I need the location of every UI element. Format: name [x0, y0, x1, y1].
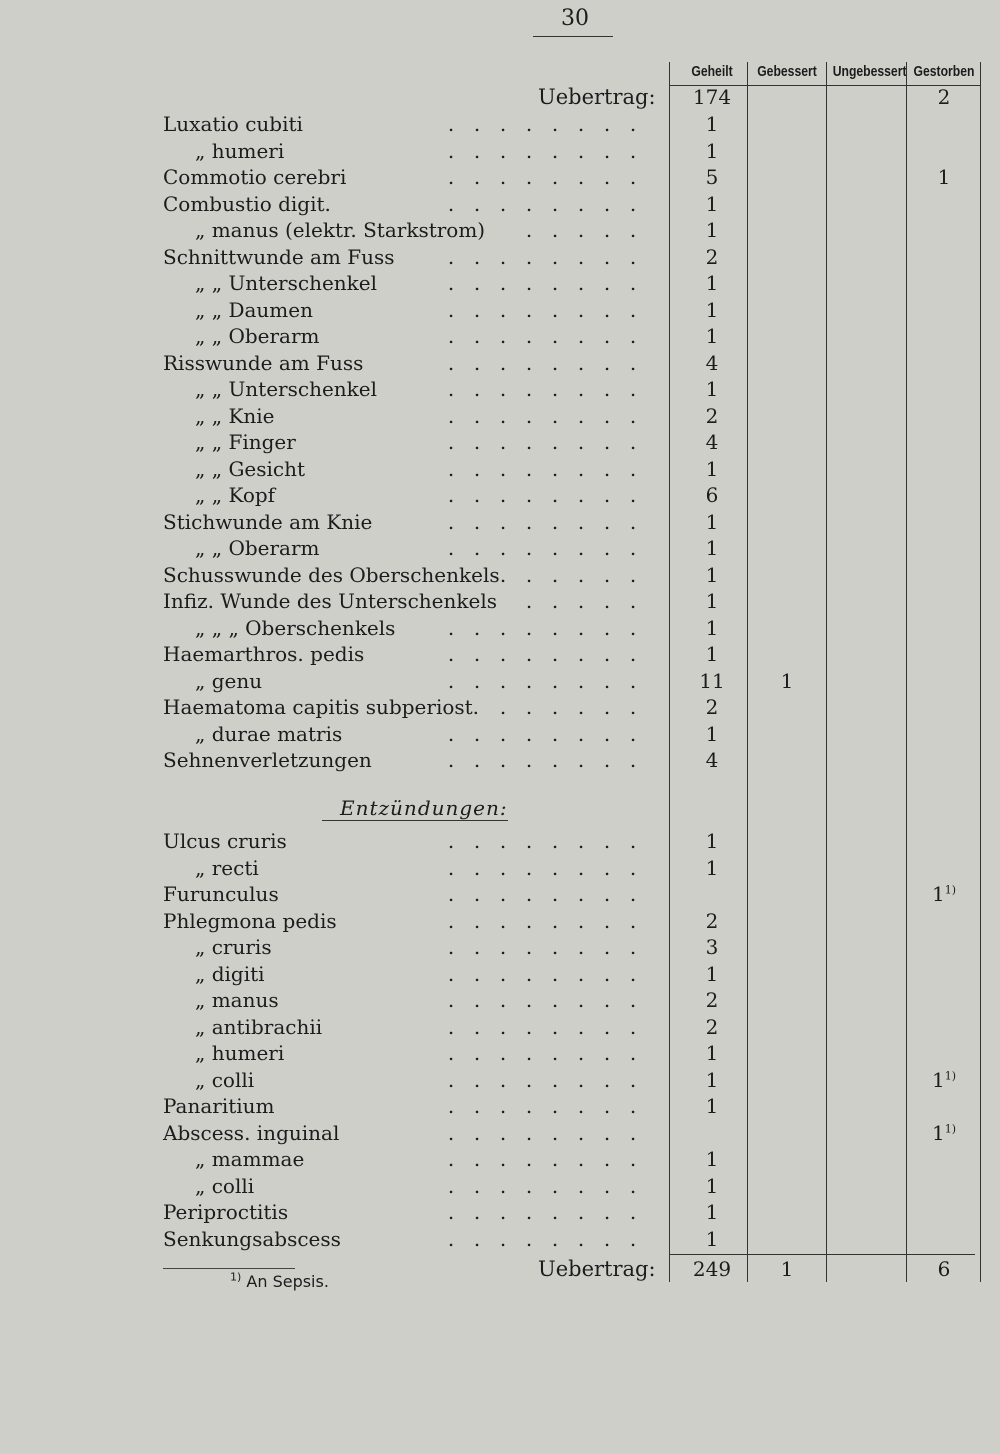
cell-geheilt — [670, 535, 754, 561]
row-label: Luxatio cubiti — [163, 112, 303, 136]
cell-geheilt — [670, 270, 754, 296]
cell-value: 1 — [705, 1200, 719, 1224]
uebertrag-top-gestorben: 2 — [937, 85, 951, 109]
cell-geheilt — [670, 1146, 754, 1172]
cell-geheilt — [670, 562, 754, 588]
cell-geheilt — [670, 456, 754, 482]
cell-value: 1 — [705, 855, 719, 880]
cell-value: 1 — [705, 1147, 719, 1171]
table-row — [0, 747, 1000, 773]
cell-value: 1 — [931, 882, 945, 906]
row-label: Stichwunde am Knie — [163, 509, 373, 534]
row-label: „ „ Gesicht — [195, 456, 306, 481]
cell-value: 1 — [705, 961, 719, 986]
table-row — [0, 615, 1000, 641]
cell-geheilt — [670, 244, 754, 270]
leader-dots: . . . . . . . . — [447, 1173, 637, 1198]
cell-value: 1 — [705, 297, 719, 322]
page-number: 30 — [561, 6, 589, 31]
cell-geheilt — [670, 934, 754, 960]
table-row — [0, 111, 1000, 137]
cell-geheilt — [670, 429, 754, 455]
table-row — [0, 270, 1000, 296]
leader-dots: . . . . . . . . — [447, 271, 637, 295]
leader-dots: . . . . . . . . — [447, 509, 637, 534]
row-label: „ humeri — [195, 1041, 285, 1065]
row-label: Periproctitis — [163, 1200, 289, 1224]
cell-geheilt — [670, 668, 754, 694]
leader-dots: . . . . . . . . — [447, 935, 637, 959]
cell-value: 2 — [705, 988, 719, 1012]
table-row — [0, 138, 1000, 164]
row-label: „ cruris — [195, 935, 272, 959]
footnote-ref: 1) — [944, 1121, 957, 1135]
table-row — [0, 1040, 1000, 1066]
table-row — [0, 1120, 1000, 1146]
leader-dots: . . . . . . . . — [447, 191, 637, 216]
cell-value: 4 — [705, 748, 719, 772]
cell-geheilt — [670, 855, 754, 881]
row-label: Haemarthros. pedis — [163, 642, 365, 666]
cell-value: 4 — [705, 430, 719, 454]
table-row — [0, 191, 1000, 217]
cell-value: 1 — [705, 191, 719, 216]
row-label: Commotio cerebri — [163, 165, 347, 189]
row-label: Combustio digit. — [163, 191, 331, 216]
leader-dots: . . . . . . . . — [447, 324, 637, 348]
cell-gestorben — [906, 164, 982, 190]
table-row — [0, 535, 1000, 561]
table-row — [0, 987, 1000, 1013]
row-label: „ „ Kopf — [195, 483, 276, 507]
row-label: Infiz. Wunde des Unterschenkels — [163, 589, 497, 613]
leader-dots: . . . . . . . . — [447, 165, 637, 189]
leader-dots: . . . . . . — [499, 562, 637, 587]
cell-value: 1 — [705, 324, 719, 348]
cell-value: 1 — [705, 377, 719, 401]
cell-value: 1 — [705, 829, 719, 853]
leader-dots: . . . . . . . . — [447, 961, 637, 986]
row-label: „ „ „ Oberschenkels — [195, 615, 396, 640]
cell-value: 11 — [699, 668, 725, 693]
leader-dots: . . . . . . . . — [447, 483, 637, 507]
table-row — [0, 509, 1000, 535]
leader-dots: . . . . . . . . — [447, 882, 637, 906]
table-row — [0, 429, 1000, 455]
leader-dots: . . . . . . . . — [447, 112, 637, 136]
table-row — [0, 588, 1000, 614]
cell-geheilt — [670, 350, 754, 376]
leader-dots: . . . . . . . . — [447, 244, 637, 269]
cell-geheilt — [670, 1226, 754, 1252]
table-row — [0, 881, 1000, 907]
cell-value: 1 — [705, 589, 719, 613]
header-geheilt: Geheilt — [691, 64, 733, 80]
cell-geheilt — [670, 482, 754, 508]
table-row — [0, 934, 1000, 960]
cell-geheilt — [670, 694, 754, 720]
cell-value: 1 — [705, 562, 719, 587]
table-row — [0, 855, 1000, 881]
row-label: „ digiti — [195, 961, 265, 986]
table-row — [0, 164, 1000, 190]
cell-value: 5 — [705, 165, 719, 189]
leader-dots: . . . . . . . . — [447, 1147, 637, 1171]
header-gestorben: Gestorben — [913, 64, 975, 80]
row-label: Panaritium — [163, 1094, 275, 1118]
uebertrag-bottom-gebessert: 1 — [780, 1257, 794, 1281]
row-label: „ „ Oberarm — [195, 324, 320, 348]
cell-value: 1 — [780, 668, 794, 693]
footnote-marker: 1) — [230, 1270, 242, 1284]
cell-value: 1 — [937, 165, 951, 189]
leader-dots: . . . . . . . . — [447, 1226, 637, 1251]
cell-geheilt — [670, 1014, 754, 1040]
footnote — [230, 1272, 329, 1291]
cell-geheilt — [670, 961, 754, 987]
leader-dots: . . . . . . . . — [447, 721, 637, 746]
cell-geheilt — [670, 297, 754, 323]
leader-dots: . . . . . — [525, 218, 637, 242]
row-label: „ „ Oberarm — [195, 536, 320, 560]
table-row — [0, 376, 1000, 402]
row-label: „ humeri — [195, 138, 285, 163]
row-label: Senkungsabscess — [163, 1226, 341, 1251]
cell-value: 1 — [705, 721, 719, 746]
cell-geheilt — [670, 588, 754, 614]
leader-dots: . . . . . . . . — [447, 668, 637, 693]
cell-geheilt — [670, 721, 754, 747]
leader-dots: . . . . . . . . — [447, 748, 637, 772]
footnote-ref: 1) — [944, 1068, 957, 1082]
cell-value: 1 — [705, 1067, 719, 1092]
table-row — [0, 217, 1000, 243]
row-label: „ manus — [195, 988, 279, 1012]
row-label: Schusswunde des Oberschenkels — [163, 562, 500, 587]
row-label: Abscess. inguinal — [163, 1120, 340, 1145]
leader-dots: . . . . . . . . — [447, 642, 637, 666]
cell-geheilt — [670, 1040, 754, 1066]
row-label: Ulcus cruris — [163, 829, 287, 853]
row-label: Sehnenverletzungen — [163, 748, 372, 772]
table-row — [0, 482, 1000, 508]
cell-gebessert — [748, 668, 826, 694]
table-row — [0, 694, 1000, 720]
row-label: „ colli — [195, 1067, 255, 1092]
footnote-rule — [163, 1268, 295, 1269]
cell-value: 1 — [705, 271, 719, 295]
cell-value: 1 — [705, 218, 719, 242]
table-row — [0, 350, 1000, 376]
cell-gestorben — [906, 881, 982, 907]
cell-value: 2 — [705, 403, 719, 428]
leader-dots: . . . . . . . . — [447, 829, 637, 853]
cell-value: 2 — [705, 695, 719, 719]
cell-geheilt — [670, 403, 754, 429]
table-row — [0, 828, 1000, 854]
cell-geheilt — [670, 138, 754, 164]
row-label: „ „ Unterschenkel — [195, 271, 378, 295]
leader-dots: . . . . . . . . — [447, 908, 637, 933]
cell-value: 1 — [705, 615, 719, 640]
leader-dots: . . . . . . . . — [447, 403, 637, 428]
leader-dots: . . . . . . . . — [447, 615, 637, 640]
uebertrag-bottom-row — [0, 1256, 1000, 1282]
row-label: „ „ Knie — [195, 403, 275, 428]
cell-value: 1 — [705, 138, 719, 163]
header-ungebessert: Ungebessert — [832, 64, 907, 80]
table-row — [0, 1067, 1000, 1093]
table-row — [0, 721, 1000, 747]
leader-dots: . . . . . . . . — [447, 988, 637, 1012]
cell-geheilt — [670, 191, 754, 217]
cell-geheilt — [670, 164, 754, 190]
section-title-rule — [322, 820, 508, 821]
leader-dots: . . . . . . . . — [447, 1200, 637, 1224]
cell-value: 1 — [705, 642, 719, 666]
table-row — [0, 456, 1000, 482]
cell-value: 6 — [705, 483, 719, 507]
leader-dots: . . . . . . . . — [447, 297, 637, 322]
leader-dots: . . . . . . . . — [447, 138, 637, 163]
table-row — [0, 961, 1000, 987]
footnote-ref: 1) — [944, 883, 957, 897]
row-label: „ antibrachii — [195, 1014, 323, 1039]
cell-value: 1 — [705, 536, 719, 560]
cell-geheilt — [670, 217, 754, 243]
cell-geheilt — [670, 641, 754, 667]
cell-geheilt — [670, 376, 754, 402]
row-label: Haematoma capitis subperiost. — [163, 695, 480, 719]
leader-dots: . . . . . . . . — [447, 1014, 637, 1039]
table-row — [0, 297, 1000, 323]
cell-gestorben — [906, 1120, 982, 1146]
row-label: Phlegmona pedis — [163, 908, 337, 933]
cell-value: 1 — [705, 1094, 719, 1118]
cell-geheilt — [670, 1067, 754, 1093]
uebertrag-bottom-geheilt: 249 — [692, 1257, 732, 1281]
row-label: „ „ Unterschenkel — [195, 377, 378, 401]
table-row — [0, 403, 1000, 429]
row-label: „ recti — [195, 855, 259, 880]
row-label: „ colli — [195, 1173, 255, 1198]
total-rule — [670, 1254, 975, 1255]
table-row — [0, 908, 1000, 934]
cell-geheilt — [670, 747, 754, 773]
cell-value: 3 — [705, 935, 719, 959]
header-gebessert: Gebessert — [757, 64, 817, 80]
leader-dots: . . . . . . — [499, 695, 637, 719]
cell-value: 1 — [705, 509, 719, 534]
cell-geheilt — [670, 111, 754, 137]
row-label: Furunculus — [163, 882, 279, 906]
table-row — [0, 1093, 1000, 1119]
cell-geheilt — [670, 1199, 754, 1225]
row-label: Risswunde am Fuss — [163, 350, 364, 375]
row-label: „ „ Daumen — [195, 297, 313, 322]
table-row — [0, 562, 1000, 588]
leader-dots: . . . . . . . . — [447, 536, 637, 560]
leader-dots: . . . . . . . . — [447, 855, 637, 880]
table-row — [0, 1014, 1000, 1040]
cell-geheilt — [670, 1093, 754, 1119]
cell-value: 1 — [705, 112, 719, 136]
row-label: „ durae matris — [195, 721, 343, 746]
section-title: Entzündungen: — [340, 796, 508, 820]
cell-value: 1 — [705, 1226, 719, 1251]
cell-value: 2 — [705, 244, 719, 269]
uebertrag-top-geheilt: 174 — [692, 85, 732, 109]
uebertrag-bottom-label: Uebertrag: — [538, 1257, 656, 1281]
table-row — [0, 641, 1000, 667]
cell-value: 1 — [705, 1173, 719, 1198]
table-row — [0, 1146, 1000, 1172]
leader-dots: . . . . . . . . — [447, 430, 637, 454]
cell-value: 2 — [705, 908, 719, 933]
leader-dots: . . . . . . . . — [447, 1041, 637, 1065]
cell-geheilt — [670, 615, 754, 641]
leader-dots: . . . . . . . . — [447, 1120, 637, 1145]
cell-geheilt — [670, 828, 754, 854]
leader-dots: . . . . . . . . — [447, 456, 637, 481]
cell-value: 1 — [931, 1067, 945, 1092]
cell-value: 1 — [705, 1041, 719, 1065]
table-row — [0, 1226, 1000, 1252]
cell-geheilt — [670, 1173, 754, 1199]
table-row — [0, 668, 1000, 694]
cell-value: 1 — [705, 456, 719, 481]
page-number-rule — [533, 36, 613, 37]
table-row — [0, 1199, 1000, 1225]
table-row — [0, 244, 1000, 270]
uebertrag-top-label: Uebertrag: — [538, 85, 656, 109]
cell-value: 4 — [705, 350, 719, 375]
leader-dots: . . . . . . . . — [447, 1094, 637, 1118]
leader-dots: . . . . . . . . — [447, 350, 637, 375]
table-row — [0, 1173, 1000, 1199]
leader-dots: . . . . . — [525, 589, 637, 613]
table-row — [0, 323, 1000, 349]
leader-dots: . . . . . . . . — [447, 377, 637, 401]
cell-gestorben — [906, 1067, 982, 1093]
cell-geheilt — [670, 323, 754, 349]
row-label: „ genu — [195, 668, 263, 693]
cell-geheilt — [670, 908, 754, 934]
cell-geheilt — [670, 987, 754, 1013]
row-label: „ „ Finger — [195, 430, 296, 454]
cell-geheilt — [670, 509, 754, 535]
row-label: „ mammae — [195, 1147, 305, 1171]
uebertrag-top-row — [0, 84, 1000, 110]
cell-value: 1 — [931, 1120, 945, 1145]
leader-dots: . . . . . . . . — [447, 1067, 637, 1092]
row-label: Schnittwunde am Fuss — [163, 244, 395, 269]
footnote-text: An Sepsis. — [246, 1272, 329, 1291]
row-label: „ manus (elektr. Starkstrom) — [195, 218, 486, 242]
cell-value: 2 — [705, 1014, 719, 1039]
uebertrag-bottom-gestorben: 6 — [937, 1257, 951, 1281]
